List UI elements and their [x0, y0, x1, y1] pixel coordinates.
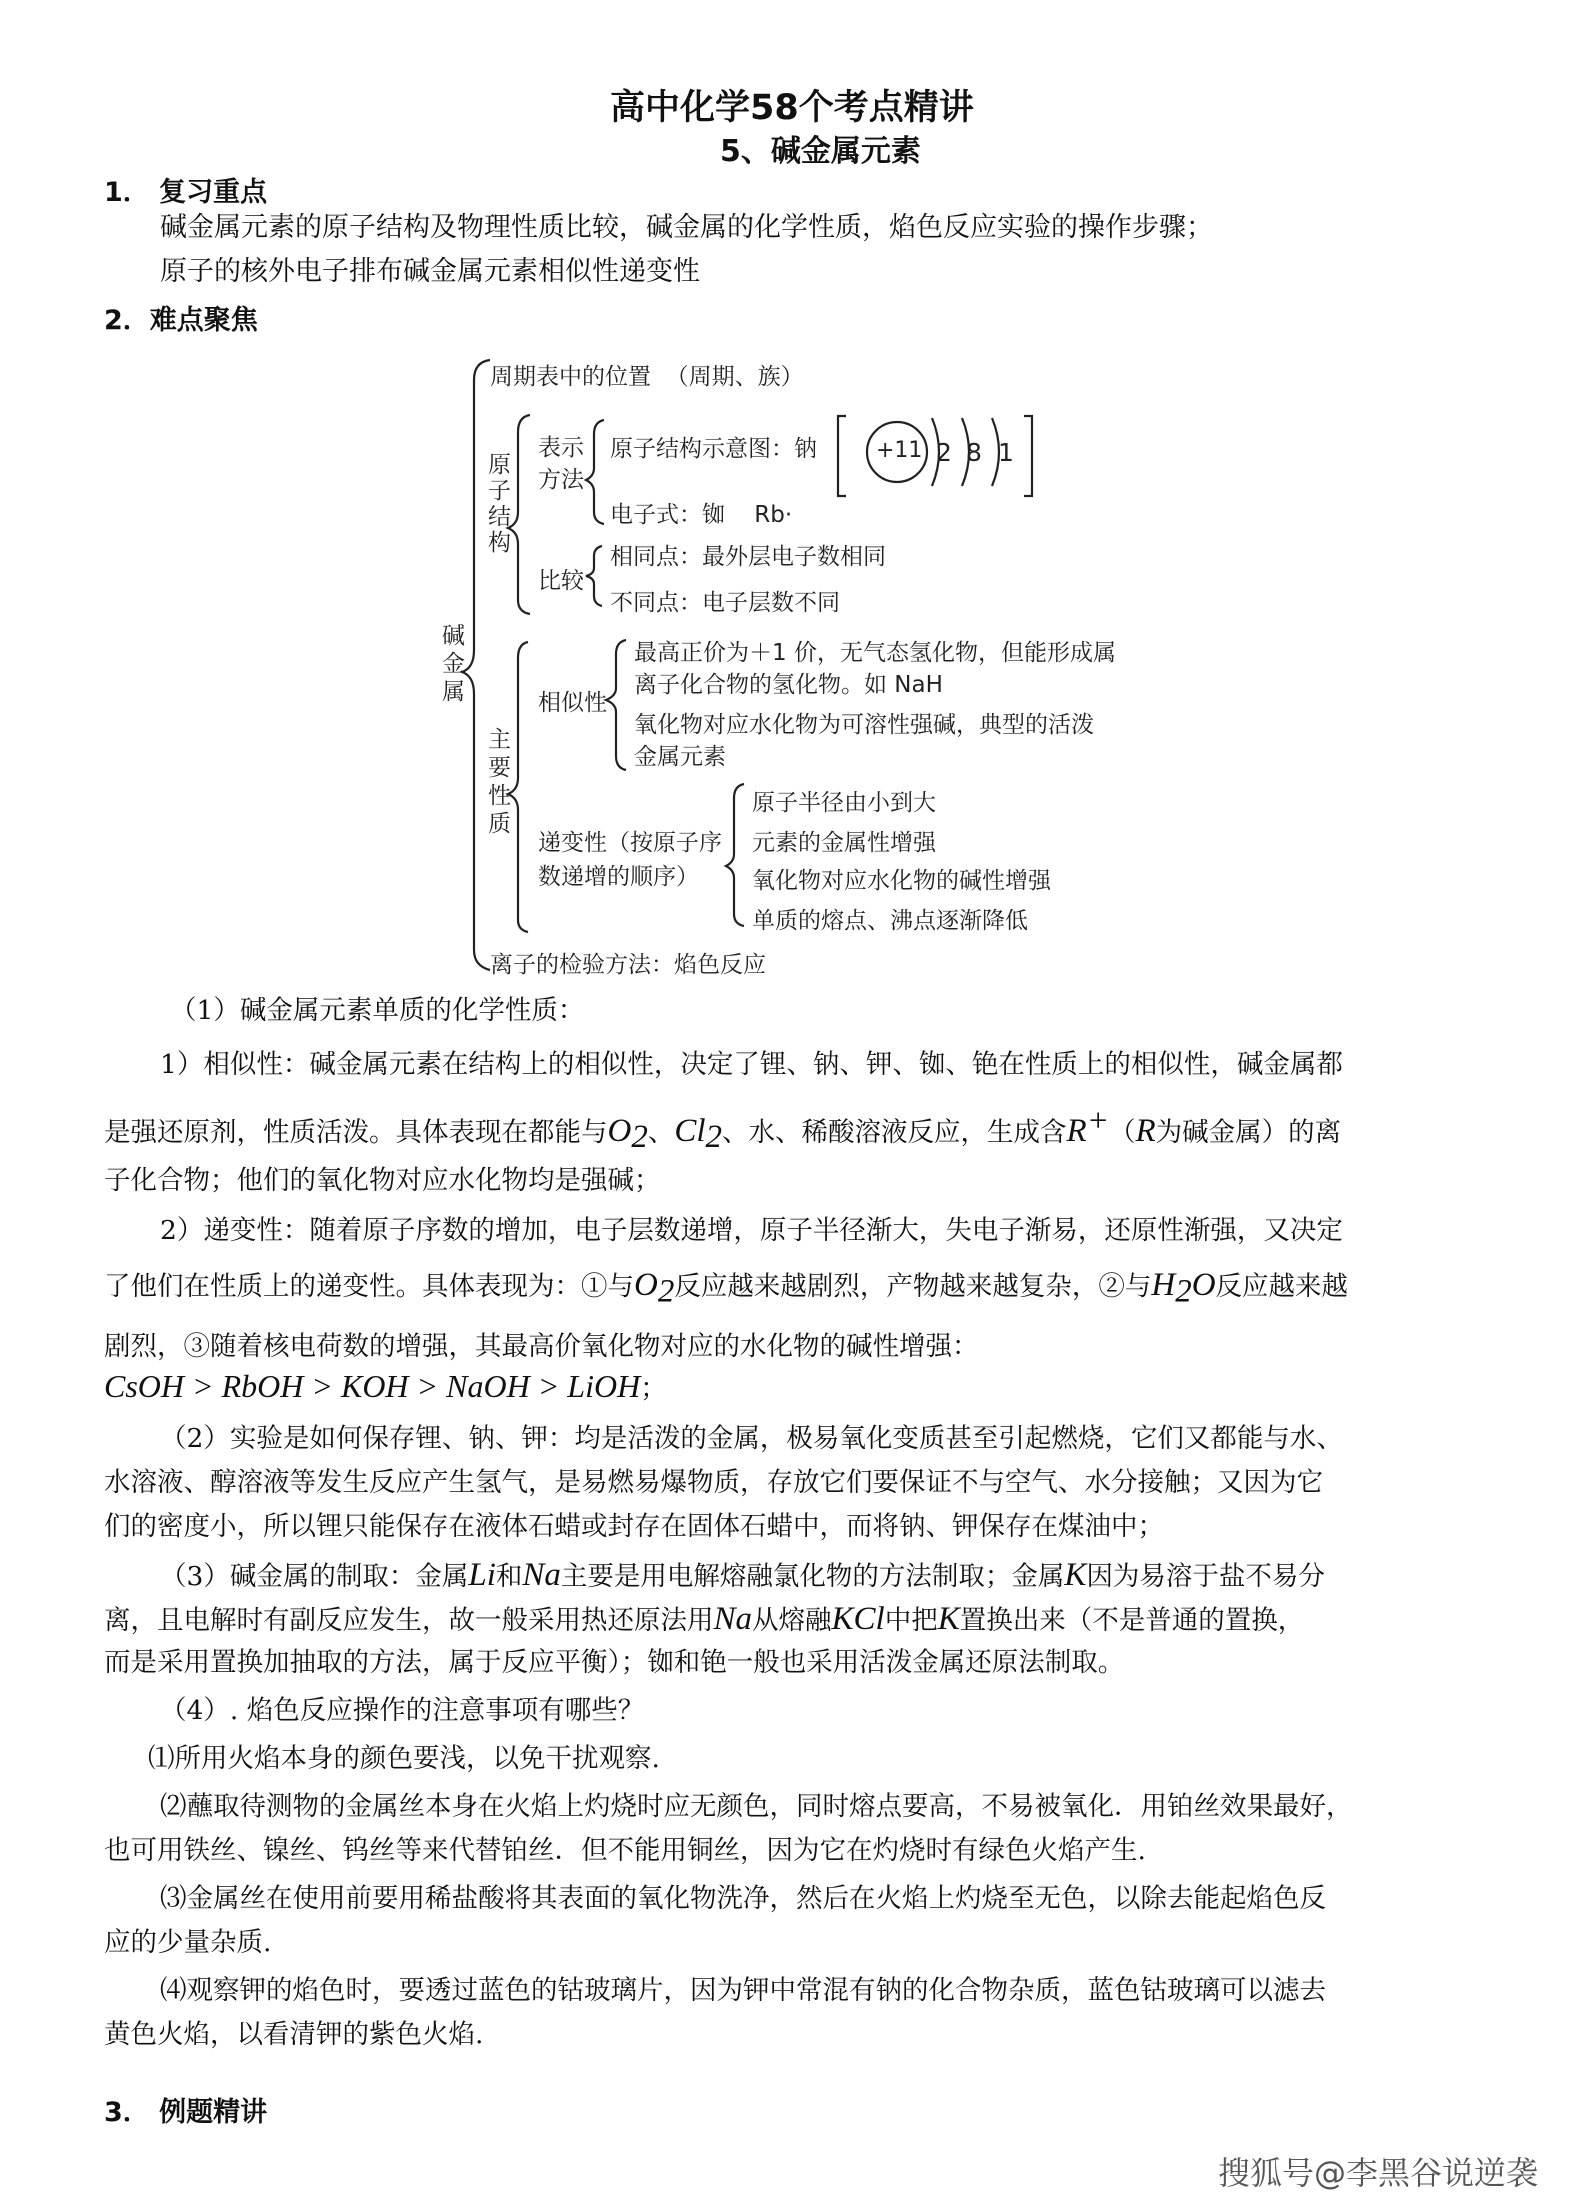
section-heading-difficulty: 2．难点聚焦	[104, 305, 258, 336]
mm-different: 不同点：电子层数不同	[610, 590, 840, 616]
p1-line-5: 2）递变性：随着原子序数的增加，电子层数递增，原子半径渐大，失电子渐易，还原性渐强，又决定	[160, 1215, 1343, 1246]
mm-nucleus: +11	[876, 438, 923, 463]
p2-line-2: 水溶液、醇溶液等发生反应产生氢气，是易燃易爆物质，存放它们要保证不与空气、水分接触；又因为它	[104, 1467, 1323, 1498]
p1-line-4: 子化合物；他们的氧化物对应水化物均是强碱；	[104, 1165, 661, 1196]
p1-line-2: 1）相似性：碱金属元素在结构上的相似性，决定了锂、钠、钾、铷、铯在性质上的相似性，碱金属都	[160, 1049, 1343, 1080]
mm-grad-line-4: 单质的熔点、沸点逐渐降低	[752, 908, 1028, 934]
mm-sim-line-1: 最高正价为＋1 价，无气态氢化物，但能形成属	[634, 640, 1116, 666]
p4-line-6: 应的少量杂质.	[104, 1927, 272, 1958]
mm-compare: 比较	[538, 568, 584, 594]
p4-line-3: ⑵蘸取待测物的金属丝本身在火焰上灼烧时应无颜色，同时熔点要高，不易被氧化．用铂丝效果最好，	[160, 1791, 1353, 1822]
mm-similarity: 相似性	[538, 690, 607, 716]
review-line-2: 原子的核外电子排布碱金属元素相似性递变性	[160, 256, 700, 287]
p3-line-1: （3）碱金属的制取：金属Li和Na主要是用电解熔融氯化物的方法制取；金属K因为易溶于盐不易分	[160, 1557, 1325, 1593]
mm-main-properties: 主 要 性 质	[488, 727, 511, 837]
watermark: 搜狐号@李黑谷说逆袭	[1218, 2154, 1539, 2192]
page-title: 高中化学58个考点精讲	[610, 88, 974, 128]
p4-line-7: ⑷观察钾的焰色时，要透过蓝色的钴玻璃片，因为钾中常混有钠的化合物杂质，蓝色钴玻璃可以滤去	[160, 1975, 1326, 2006]
mm-position: 周期表中的位置 （周期、族）	[490, 364, 804, 390]
mm-shell-3: 1	[998, 438, 1014, 467]
page-subtitle: 5、碱金属元素	[720, 134, 921, 169]
mm-shell-2: 8	[966, 438, 982, 467]
review-line-1: 碱金属元素的原子结构及物理性质比较，碱金属的化学性质，焰色反应实验的操作步骤；	[160, 212, 1213, 243]
mm-diagram-label: 原子结构示意图：钠	[610, 436, 817, 462]
p3-line-2: 离，且电解时有副反应发生，故一般采用热还原法用Na从熔融KCl中把K置换出来（不是普通的置换，	[104, 1601, 1305, 1637]
mm-shell-1: 2	[936, 438, 952, 467]
mm-ion-test: 离子的检验方法：焰色反应	[490, 952, 766, 978]
p4-line-2: ⑴所用火焰本身的颜色要浅，以免干扰观察.	[148, 1743, 660, 1774]
p4-line-4: 也可用铁丝、镍丝、钨丝等来代替铂丝．但不能用铜丝，因为它在灼烧时有绿色火焰产生.	[104, 1835, 1146, 1866]
mm-atomic-structure: 原 子 结 构	[488, 452, 511, 556]
section-heading-examples: 3． 例题精讲	[104, 2097, 268, 2128]
mm-representation: 表示 方法	[538, 435, 584, 493]
mm-same: 相同点：最外层电子数相同	[610, 544, 886, 570]
p4-line-5: ⑶金属丝在使用前要用稀盐酸将其表面的氧化物洗净，然后在火焰上灼烧至无色，以除去能起焰色反	[160, 1883, 1326, 1914]
mm-root: 碱 金 属	[442, 623, 465, 705]
mm-electron-formula: 电子式：铷 Rb·	[610, 502, 793, 528]
p3-line-3: 而是采用置换加抽取的方法，属于反应平衡）；铷和铯一般也采用活泼金属还原法制取。	[104, 1647, 1125, 1678]
mm-grad-line-1: 原子半径由小到大	[752, 790, 936, 816]
mm-grad-line-3: 氧化物对应水化物的碱性增强	[752, 868, 1051, 894]
p4-line-8: 黄色火焰，以看清钾的紫色火焰.	[104, 2019, 484, 2050]
p1-line-8: CsOH > RbOH > KOH > NaOH > LiOH；	[104, 1368, 667, 1404]
mm-sim-line-2: 离子化合物的氢化物。如 NaH	[634, 672, 943, 698]
p1-line-1: （1）碱金属元素单质的化学性质：	[170, 995, 585, 1026]
p2-line-3: 们的密度小，所以锂只能保存在液体石蜡或封存在固体石蜡中，而将钠、钾保存在煤油中；	[104, 1511, 1164, 1542]
p1-line-3: 是强还原剂，性质活泼。具体表现在都能与$O_2$、$Cl_2$、水、稀酸溶液反应，生成含R+（R为碱金属）的离	[104, 1103, 1342, 1156]
p1-line-7: 剧烈，③随着核电荷数的增强，其最高价氧化物对应的水化物的碱性增强：	[104, 1331, 979, 1362]
p2-line-1: （2）实验是如何保存锂、钠、钾：均是活泼的金属，极易氧化变质甚至引起燃烧，它们又都能与水、	[160, 1423, 1343, 1454]
mm-gradient: 递变性（按原子序 数递增的顺序）	[538, 830, 722, 890]
mm-sim-line-3: 氧化物对应水化物为可溶性强碱，典型的活泼	[634, 712, 1094, 738]
section-heading-review: 1． 复习重点	[104, 177, 268, 208]
p4-line-1: （4）. 焰色反应操作的注意事项有哪些？	[160, 1695, 645, 1726]
mm-grad-line-2: 元素的金属性增强	[752, 830, 936, 856]
mm-sim-line-4: 金属元素	[634, 744, 726, 770]
p1-line-6: 了他们在性质上的递变性。具体表现为：①与$O_2$反应越来越剧烈，产物越来越复杂，②与$H_2O$反应越来越	[104, 1267, 1349, 1310]
